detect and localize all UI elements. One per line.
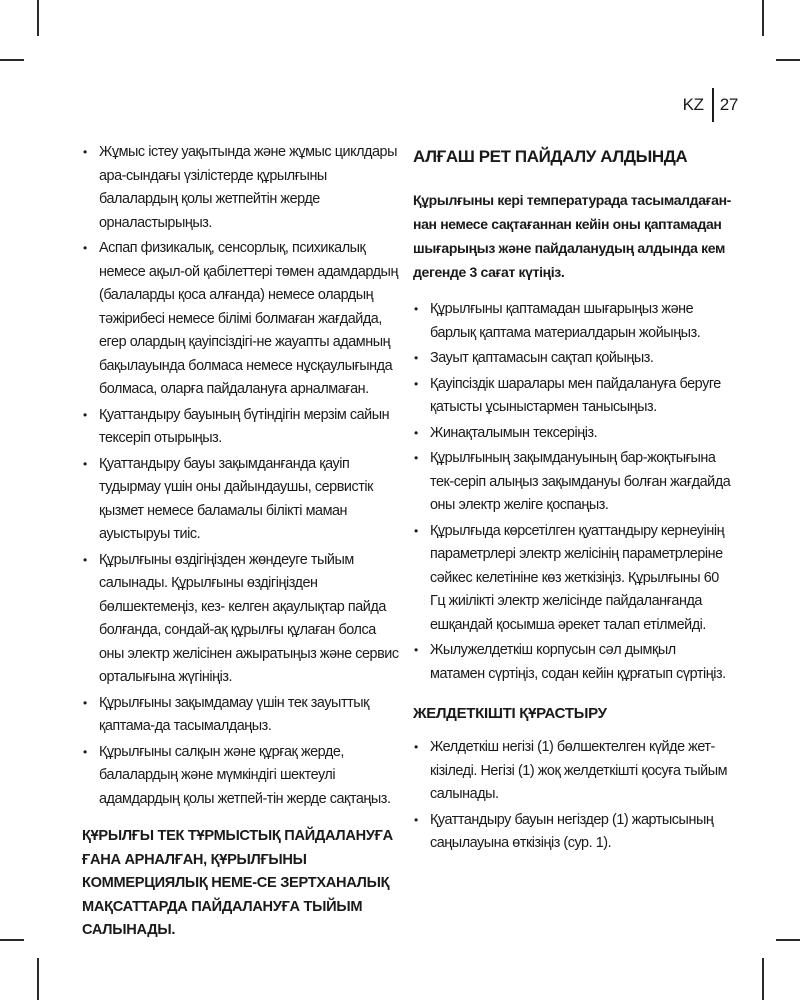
left-column (82, 141, 400, 943)
bullet-icon: • (414, 351, 418, 365)
list-item-text: Құрылғыны зақымдамау үшін тек зауыттық қаптама-да тасымалдаңыз. (99, 694, 369, 734)
bullet-icon: • (83, 145, 87, 159)
list-item (413, 422, 733, 446)
crop-mark (37, 958, 39, 1000)
list-item (82, 741, 400, 812)
bullet-icon: • (83, 241, 87, 255)
bullet-icon: • (83, 407, 87, 422)
page-header (683, 88, 738, 122)
section-heading-first-use: АЛҒАШ РЕТ ПАЙДАЛУ АЛДЫНДА (413, 147, 688, 166)
page-number: 27 (719, 95, 738, 114)
list-item (413, 520, 733, 638)
list-item-text: Құрылғыны салқын және құрғақ жерде, балалардың және мүмкіндігі шектеулі адамдардың қолы жетпей-тін жерде сақтаңыз. (99, 743, 391, 807)
list-item-text: Қуаттандыру бауы зақымданғанда қауіп тудырмау үшін оны дайындаушы, сервистік қызмет немесе баламалы білікті маман ауыстыруы тиіс. (99, 455, 373, 542)
crop-mark (37, 0, 39, 36)
bullet-icon: • (414, 302, 418, 316)
list-item (82, 453, 400, 547)
household-use-note: ҚҰРЫЛҒЫ ТЕК ТҰРМЫСТЫҚ ПАЙДАЛАНУҒА ҒАНА АРНАЛҒАН, ҚҰРЫЛҒЫНЫ КОММЕРЦИЯЛЫҚ НЕМЕ-СЕ ЗЕРТХАНАЛЫҚ МАҚСАТТАРДА ПАЙДАЛАНУҒА ТЫЙЫМ САЛЫНАДЫ. (82, 828, 393, 938)
list-item-text: Жинақталымын тексеріңіз. (430, 424, 598, 441)
crop-mark (776, 59, 800, 61)
list-item-text: Қуаттандыру бауының бүтіндігін мерзім сайын тексеріп отырыңыз. (99, 406, 390, 446)
section-intro: Құрылғыны кері температурада тасымалдаған-нан немесе сақтағаннан кейін оны қаптамадан шығарыңыз және пайдаланудың алдында кем дегенде 3 сағат күтіңіз. (413, 192, 731, 280)
list-item (413, 298, 733, 345)
crop-mark (0, 59, 24, 61)
crop-mark (0, 939, 24, 941)
list-item (413, 373, 733, 420)
list-item (413, 736, 733, 807)
bullet-icon: • (83, 695, 87, 710)
crop-mark (776, 939, 800, 941)
list-item (413, 347, 733, 371)
list-item (82, 404, 400, 451)
list-item-text: Аспап физикалық, сенсорлық, психикалық немесе ақыл-ой қабілеттері төмен адамдардың (балаларды қоса алғанда) немесе олардың тәжірибесі немесе білімі болмаған жағдайда, егер олардың қауіпсіздігі-не жауапты адамның бақылауында болмаса немесе нұсқаулығында болмаса, оларға пайдалануға арналмаған. (99, 240, 398, 397)
bullet-icon: • (414, 451, 418, 465)
list-item (82, 141, 400, 235)
bullet-icon: • (83, 456, 87, 471)
bullet-icon: • (83, 552, 87, 567)
list-item (413, 809, 733, 856)
bullet-icon: • (414, 425, 418, 440)
list-item-text: Құрылғыны өздігіңізден жөндеуге тыйым салынады. Құрылғыны өздігіңізден бөлшектемеңіз, кез- келген ақаулықтар пайда болғанда, сондай-ақ құрылғы құлаған болса оны электр желісінен ажыратыңыз және сервис орталығына жүгініңіз. (99, 551, 399, 685)
list-item-text: Желдеткіш негізі (1) бөлшектелген күйде жет-кізіледі. Негізі (1) жоқ желдеткішті қосуға тыйым салынады. (430, 739, 728, 802)
safety-list (82, 141, 400, 811)
right-column (413, 141, 733, 858)
language-code: KZ (682, 95, 704, 114)
list-item (82, 549, 400, 690)
bullet-icon: • (414, 523, 418, 538)
crop-mark (762, 958, 764, 1000)
list-item-text: Қауіпсіздік шаралары мен пайдалануға беруге қатысты ұсыныстармен танысыңыз. (430, 375, 721, 415)
list-item-text: Құрылғыны қаптамадан шығарыңыз және барлық қаптама материалдарын жойыңыз. (430, 301, 701, 341)
list-item-text: Құрылғының зақымдануының бар-жоқтығына тек-серіп алыңыз зақымдануы болған жағдайда оны электр желіге қоспаңыз. (430, 450, 731, 513)
list-item-text: Қуаттандыру бауын негіздер (1) жартысының саңылауына өткізіңіз (сур. 1). (430, 811, 714, 851)
list-item (413, 447, 733, 518)
assembly-list (413, 736, 733, 856)
bullet-icon: • (83, 744, 87, 759)
crop-mark (762, 0, 764, 36)
list-item-text: Құрылғыда көрсетілген қуаттандыру кернеуінің параметрлері электр желісінің параметрлеріне сәйкес келетініне көз жеткізіңіз. Құрылғыны 60 Гц жиілікті электр желісінде пайдаланғанда ешқандай қосымша әрекет талап етілмейді. (430, 522, 725, 633)
first-use-list (413, 298, 733, 686)
section-heading-assembly: ЖЕЛДЕТКІШТІ ҚҰРАСТЫРУ (413, 705, 607, 722)
list-item-text: Зауыт қаптамасын сақтап қойыңыз. (430, 350, 654, 366)
bullet-icon: • (414, 812, 418, 827)
list-item-text: Жылужелдеткіш корпусын сәл дымқыл матамен сүртіңіз, содан кейін құрғатып сүртіңіз. (430, 642, 726, 682)
list-item-text: Жұмыс істеу уақытында және жұмыс циклдары ара-сындағы үзілістерде құрылғыны балалардың қолы жетпейтін жерде орналастырыңыз. (99, 144, 397, 231)
list-item (413, 639, 733, 686)
bullet-icon: • (414, 740, 418, 754)
list-item (82, 237, 400, 402)
list-item (82, 692, 400, 739)
bullet-icon: • (414, 376, 418, 391)
bullet-icon: • (414, 643, 418, 657)
